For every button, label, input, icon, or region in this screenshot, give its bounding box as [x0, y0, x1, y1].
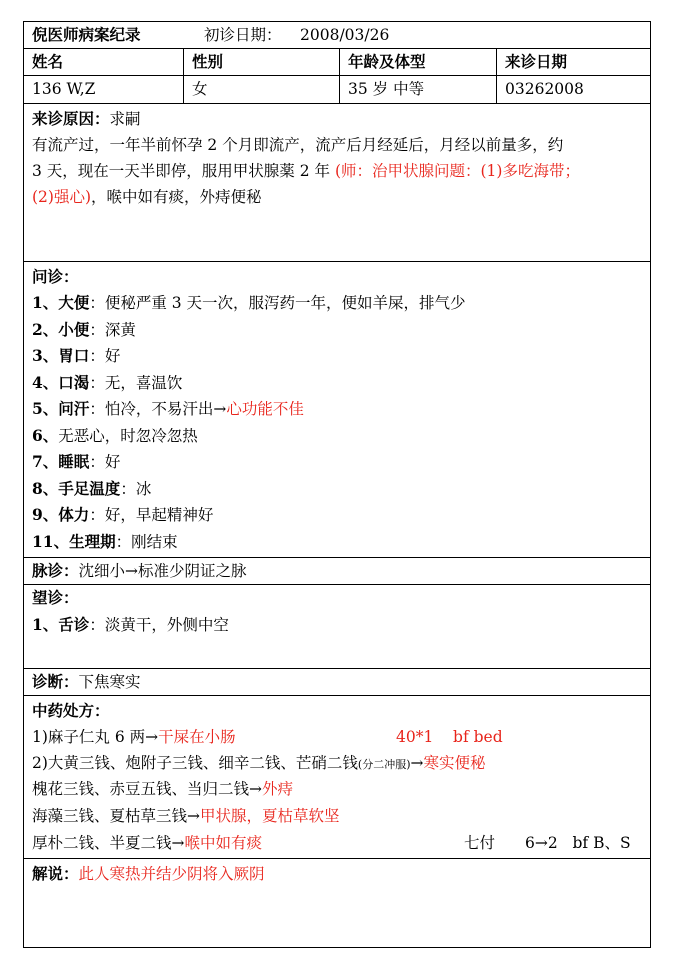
reason-line-3-note: (2)强心)	[32, 188, 92, 206]
header-cell-name: 姓名	[32, 52, 64, 71]
value-cell-age: 35 岁 中等	[339, 76, 496, 103]
first-visit-date: 2008/03/26	[300, 26, 390, 44]
inquiry-item: 1、大便：便秘严重 3 天一次，服泻药一年，便如羊屎，排气少	[32, 293, 466, 312]
explanation-text: 此人寒热并结少阴将入厥阴	[78, 865, 265, 883]
inquiry-item: 4、口渴：无，喜温饮	[32, 372, 183, 392]
prescription-line-3: 槐花三钱、赤豆五钱、当归二钱→外痔	[32, 780, 294, 798]
reason-section	[24, 104, 650, 262]
inquiry-item: 9、体力：好，早起精神好	[32, 505, 214, 524]
inspection-heading: 望诊：	[32, 588, 79, 607]
record-title: 倪医师病案纪录	[32, 25, 141, 44]
reason-heading	[32, 106, 141, 133]
reason-line-2	[32, 158, 580, 185]
inquiry-item: 8、手足温度：冰	[32, 478, 152, 498]
inquiry-item: 6、无恶心，时忽冷忽热	[32, 425, 198, 445]
reason-label: 来诊原因：	[32, 109, 110, 128]
inquiry-list	[32, 290, 466, 555]
value-cell-gender: 女	[183, 76, 339, 103]
diagnosis-label: 诊断：	[32, 672, 79, 691]
inquiry-item: 2、小便：深黄	[32, 319, 136, 339]
reason-value: 求嗣	[109, 110, 141, 128]
patient-table-header	[24, 49, 650, 76]
header-cell-age: 年龄及体型	[339, 49, 496, 75]
prescription-heading: 中药处方：	[32, 701, 110, 720]
pulse-text: 沈细小→标准少阴证之脉	[78, 562, 247, 580]
pulse-label: 脉诊：	[32, 561, 79, 580]
case-record-sheet	[23, 21, 651, 948]
explanation-label: 解说：	[32, 864, 79, 883]
first-visit-label: 初诊日期：	[204, 26, 282, 44]
prescription-line-1-dose: 40*1 bf bed	[396, 728, 503, 746]
inquiry-item: 11、生理期：刚结束	[32, 531, 178, 551]
diagnosis-section	[24, 669, 650, 696]
reason-line-3	[32, 184, 262, 211]
inquiry-item: 5、问汗：怕冷，不易汗出→心功能不佳	[32, 399, 304, 418]
header-cell-visit-date: 来诊日期	[496, 49, 650, 75]
diagnosis-text: 下焦寒实	[78, 673, 141, 691]
inspection-section	[24, 585, 650, 669]
reason-line-2-text: 3 天，现在一天半即停，服用甲状腺薬 2 年	[32, 162, 335, 180]
reason-line-3-text: ，喉中如有痰，外痔便秘	[91, 188, 262, 206]
pulse-line	[32, 558, 247, 585]
prescription-line-2: 2)大黄三钱、炮附子三钱、细辛二钱、芒硝二钱(分二冲服)→寒实便秘	[32, 754, 486, 772]
inquiry-section	[24, 262, 650, 558]
header-cell-gender: 性别	[183, 49, 339, 75]
explanation-section	[24, 859, 650, 947]
prescription-line-1: 1)麻子仁丸 6 两→干屎在小肠	[32, 728, 236, 746]
inquiry-item: 3、胃口：好	[32, 346, 121, 365]
prescription-line-5-dose-b: 6→2 bf B、S	[525, 834, 631, 852]
inspection-item: 1、舌诊：淡黄干，外侧中空	[32, 615, 229, 634]
pulse-section	[24, 558, 650, 585]
value-cell-name: 136 W,Z	[32, 80, 96, 98]
reason-line-2-note: (师：治甲状腺问题：(1)多吃海带；	[334, 162, 580, 180]
value-cell-visit-date: 03262008	[496, 76, 650, 103]
prescription-line-5: 厚朴二钱、半夏二钱→喉中如有痰	[32, 834, 263, 852]
diagnosis-line	[32, 669, 141, 696]
prescription-section	[24, 696, 650, 859]
explanation-line	[32, 861, 265, 888]
prescription-line-5-dose-a: 七付	[464, 834, 496, 852]
inquiry-heading: 问诊：	[32, 267, 79, 286]
header-row	[24, 22, 650, 49]
prescription-line-4: 海藻三钱、夏枯草三钱→甲状腺，夏枯草软坚	[32, 807, 340, 825]
patient-table-values	[24, 76, 650, 104]
reason-line-1: 有流产过，一年半前怀孕 2 个月即流产，流产后月经延后，月经以前量多，约	[32, 136, 564, 154]
inquiry-item: 7、睡眠：好	[32, 452, 121, 471]
